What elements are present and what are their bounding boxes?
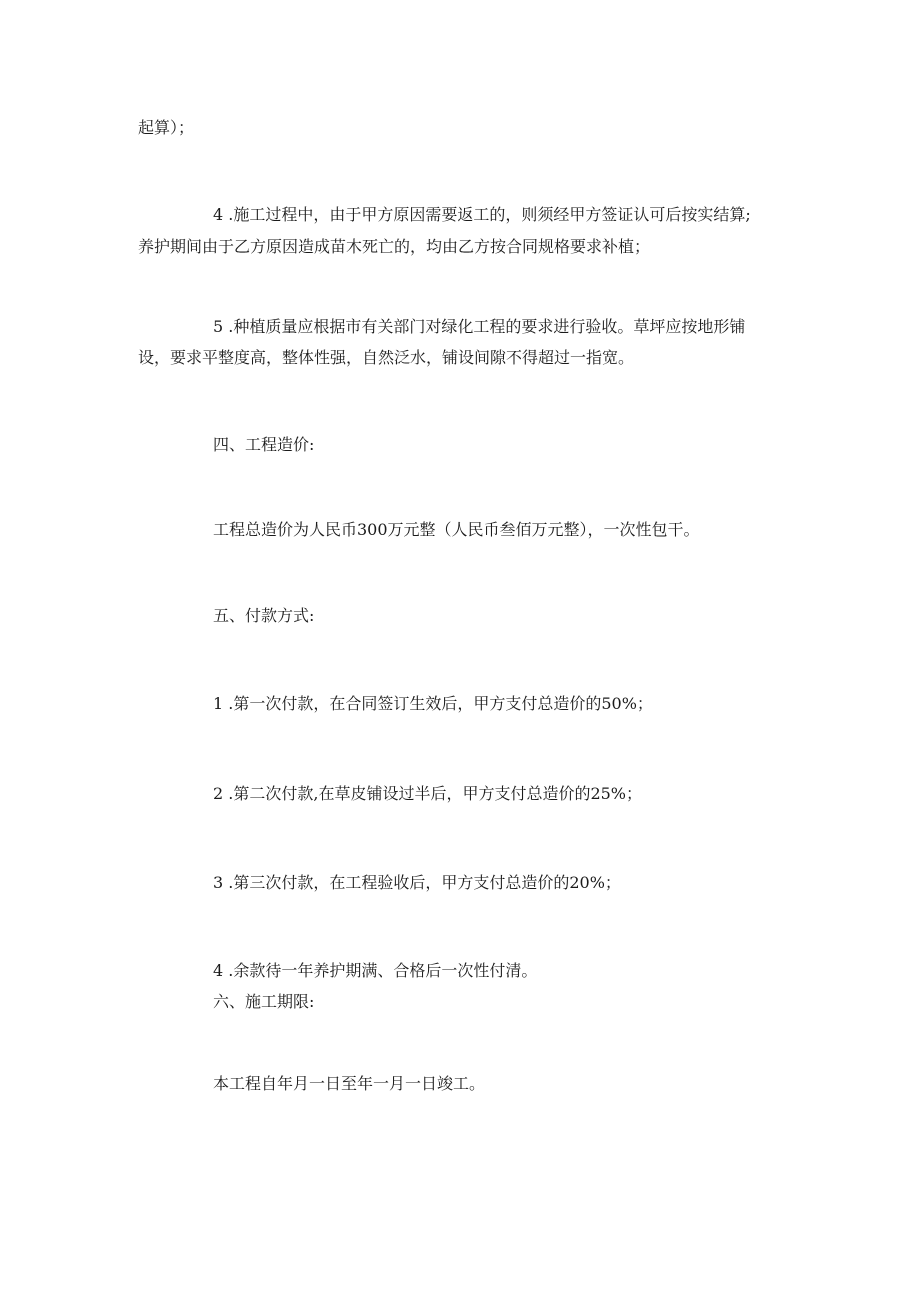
payment-item-1: 1 .第一次付款，在合同签订生效后，甲方支付总造价的50%； (213, 694, 653, 713)
section-heading-schedule: 六、施工期限: (213, 992, 315, 1011)
clause-5-line-1: 5 .种植质量应根据市有关部门对绿化工程的要求进行验收。草坪应按地形铺 (213, 317, 746, 336)
section-heading-payment: 五、付款方式: (213, 606, 315, 625)
payment-item-4: 4 .余款待一年养护期满、合格后一次性付清。 (213, 961, 538, 980)
payment-item-3: 3 .第三次付款，在工程验收后，甲方支付总造价的20%； (213, 873, 621, 892)
clause-5-line-2: 设，要求平整度高，整体性强，自然泛水，铺设间隙不得超过一指宽。 (138, 348, 635, 367)
total-cost-text: 工程总造价为人民币300万元整（人民币叁佰万元整），一次性包干。 (213, 520, 700, 539)
clause-4-line-2: 养护期间由于乙方原因造成苗木死亡的，均由乙方按合同规格要求补植； (138, 237, 651, 256)
payment-item-2: 2 .第二次付款,在草皮铺设过半后，甲方支付总造价的25%； (213, 784, 643, 803)
section-heading-cost: 四、工程造价: (213, 435, 315, 454)
schedule-text: 本工程自年月一日至年一月一日竣工。 (213, 1074, 486, 1093)
text-line-continuation: 起算）； (138, 118, 195, 137)
clause-4-line-1: 4 .施工过程中，由于甲方原因需要返工的，则须经甲方签证认可后按实结算; (213, 205, 751, 224)
